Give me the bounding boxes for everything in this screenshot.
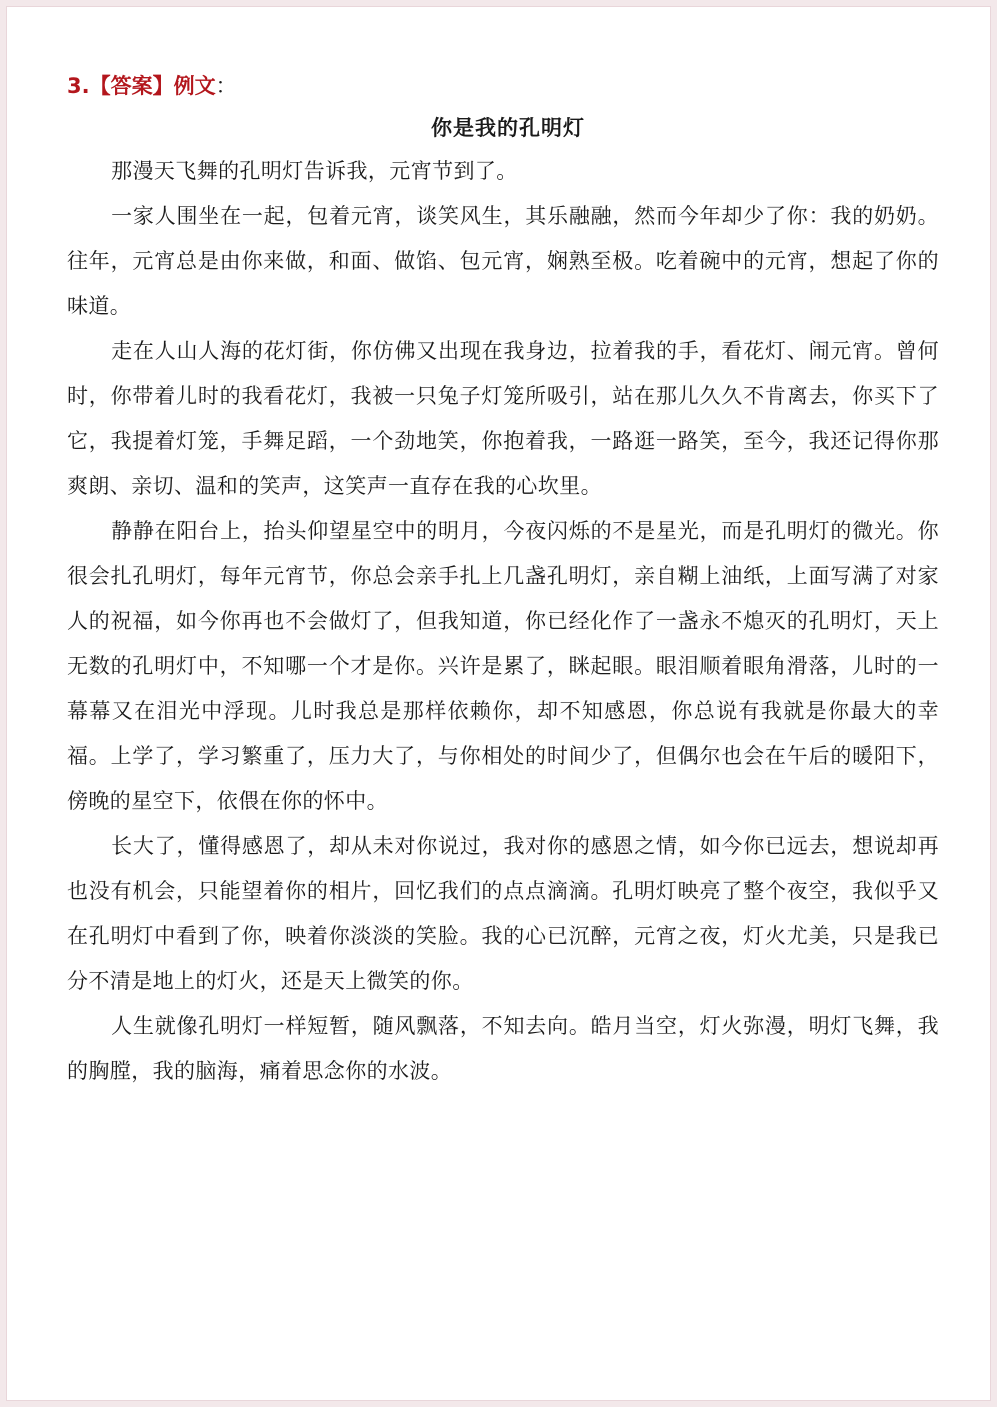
answer-heading [67,69,939,103]
document-content [67,69,939,1094]
essay-paragraph: 一家人围坐在一起，包着元宵，谈笑风生，其乐融融，然而今年却少了你：我的奶奶。往年，元宵总是由你来做，和面、做馅、包元宵，娴熟至极。吃着碗中的元宵，想起了你的味道。 [67,204,939,318]
essay-title: 你是我的孔明灯 [431,115,585,140]
essay-paragraph: 人生就像孔明灯一样短暂，随风飘落，不知去向。皓月当空，灯火弥漫，明灯飞舞，我的胸膛，我的脑海，痛着思念你的水波。 [67,1014,939,1083]
essay-paragraph: 那漫天飞舞的孔明灯告诉我，元宵节到了。 [111,159,518,183]
essay-paragraph: 长大了，懂得感恩了，却从未对你说过，我对你的感恩之情，如今你已远去，想说却再也没有机会，只能望着你的相片，回忆我们的点点滴滴。孔明灯映亮了整个夜空，我似乎又在孔明灯中看到了你，映着你淡淡的笑脸。我的心已沉醉，元宵之夜，灯火尤美，只是我已分不清是地上的灯火，还是天上微笑的你。 [67,834,939,993]
document-page [6,6,991,1401]
question-number: 3. [67,74,90,98]
essay-paragraph: 走在人山人海的花灯街，你仿佛又出现在我身边，拉着我的手，看花灯、闹元宵。曾何时，你带着儿时的我看花灯，我被一只兔子灯笼所吸引，站在那儿久久不肯离去，你买下了它，我提着灯笼，手舞足蹈，一个劲地笑，你抱着我，一路逛一路笑，至今，我还记得你那爽朗、亲切、温和的笑声，这笑声一直存在我的心坎里。 [67,339,939,498]
heading-colon: ： [215,74,237,98]
answer-tag: 【答案】例文 [89,74,216,98]
essay-paragraph: 静静在阳台上，抬头仰望星空中的明月，今夜闪烁的不是星光，而是孔明灯的微光。你很会扎孔明灯，每年元宵节，你总会亲手扎上几盏孔明灯，亲自糊上油纸，上面写满了对家人的祝福，如今你再也不会做灯了，但我知道，你已经化作了一盏永不熄灭的孔明灯，天上无数的孔明灯中，不知哪一个才是你。兴许是累了，眯起眼。眼泪顺着眼角滑落，儿时的一幕幕又在泪光中浮现。儿时我总是那样依赖你，却不知感恩，你总说有我就是你最大的幸福。上学了，学习繁重了，压力大了，与你相处的时间少了，但偶尔也会在午后的暖阳下，傍晚的星空下，依偎在你的怀中。 [67,519,939,813]
